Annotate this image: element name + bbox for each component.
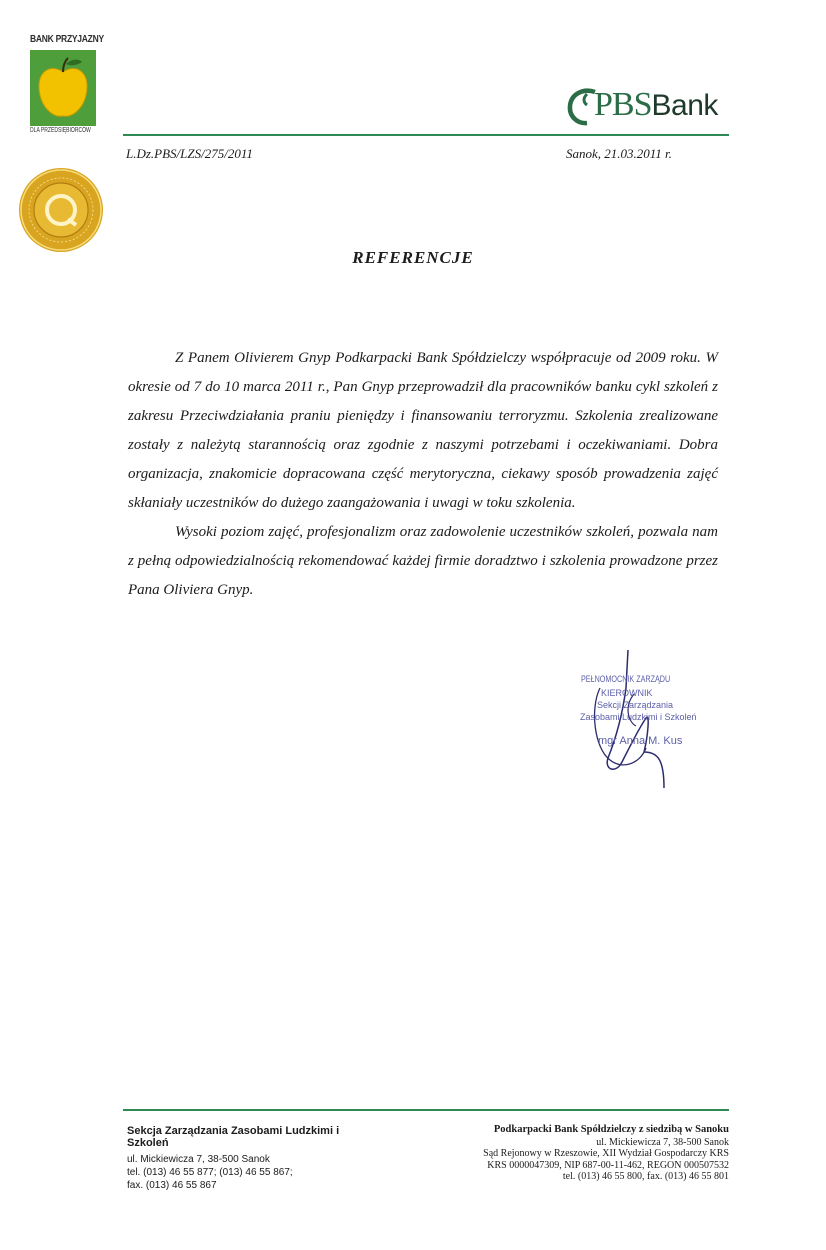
signature <box>564 648 714 798</box>
footer-right-address <box>483 1137 729 1182</box>
apple-badge <box>30 50 96 126</box>
footer-line: ul. Mickiewicza 7, 38-500 Sanok <box>596 1137 729 1148</box>
footer-right-title: Podkarpacki Bank Spółdzielczy z siedzibą w Sanoku <box>493 1124 729 1135</box>
letter-date: Sanok, 21.03.2011 r. <box>566 146 672 161</box>
logo-bank: Bank <box>651 89 718 122</box>
footer-line: Sąd Rejonowy w Rzeszowie, XII Wydział Gospodarczy KRS <box>483 1148 729 1160</box>
stamp-line: Sekcji Zarządzania <box>597 700 674 710</box>
footer-line: tel. (013) 46 55 877; (013) 46 55 867; <box>127 1167 293 1178</box>
logo-wordmark <box>594 86 718 124</box>
stamp-name: mgr Anna M. Kus <box>598 735 683 747</box>
apple-icon <box>30 50 96 126</box>
reference-number: L.Dz.PBS/LZS/275/2011 <box>126 146 253 161</box>
paragraph-1: Z Panem Olivierem Gnyp Podkarpacki Bank Spółdzielczy współpracuje od 2009 roku. W okresie od 7 do 10 marca 2011 r., Pan Gnyp przeprowadził dla pracowników banku cykl szkoleń z zakresu Przeciwdziałania praniu pieniędzy i finansowaniu terroryzmu. Szkolenia zrealizowane zostały z należytą starannością oraz zgodnie z naszymi potrzebami i oczekiwaniami. Dobra organizacja, znakomicie dopracowana część merytoryczna, ciekawy sposób prowadzenia zajęć skłaniały uczestników do dużego zaangażowania i uwagi w toku szkolenia. <box>128 350 718 511</box>
footer-line: KRS 0000047309, NIP 687-00-11-462, REGON 000507532 <box>487 1159 729 1171</box>
footer-left-title: Sekcja Zarządzania Zasobami Ludzkimi i Szkoleń <box>127 1125 340 1149</box>
footer-line: tel. (013) 46 55 800, fax. (013) 46 55 801 <box>562 1170 729 1182</box>
stamp-line: KIEROWNIK <box>601 688 653 698</box>
stamp-line: Zasobami Ludzkimi i Szkoleń <box>580 712 697 722</box>
logo-prefix: PBS <box>594 86 652 123</box>
badge-title: BANK PRZYJAZNY <box>30 34 104 45</box>
quality-seal-icon <box>16 165 106 255</box>
footer-line: fax. (013) 46 55 867 <box>127 1180 217 1191</box>
quality-seal <box>16 165 106 255</box>
letter-title: REFERENCJE <box>352 248 474 267</box>
signature-icon <box>564 648 714 798</box>
letter-body <box>128 344 718 605</box>
badge-subtitle: DLA PRZEDSIĘBIORCÓW <box>30 127 91 134</box>
footer-rule <box>123 1109 729 1111</box>
paragraph-2: Wysoki poziom zajęć, profesjonalizm oraz zadowolenie uczestników szkoleń, pozwala nam z pełną odpowiedzialnością rekomendować każdej firmie doradztwo i szkolenia prowadzone przez Pana Oliviera Gnyp. <box>128 524 718 598</box>
stamp-line: PEŁNOMOCNIK ZARZĄDU <box>581 674 671 684</box>
footer-left-address <box>127 1153 293 1192</box>
footer-line: ul. Mickiewicza 7, 38-500 Sanok <box>127 1154 270 1165</box>
header-rule <box>123 134 729 136</box>
